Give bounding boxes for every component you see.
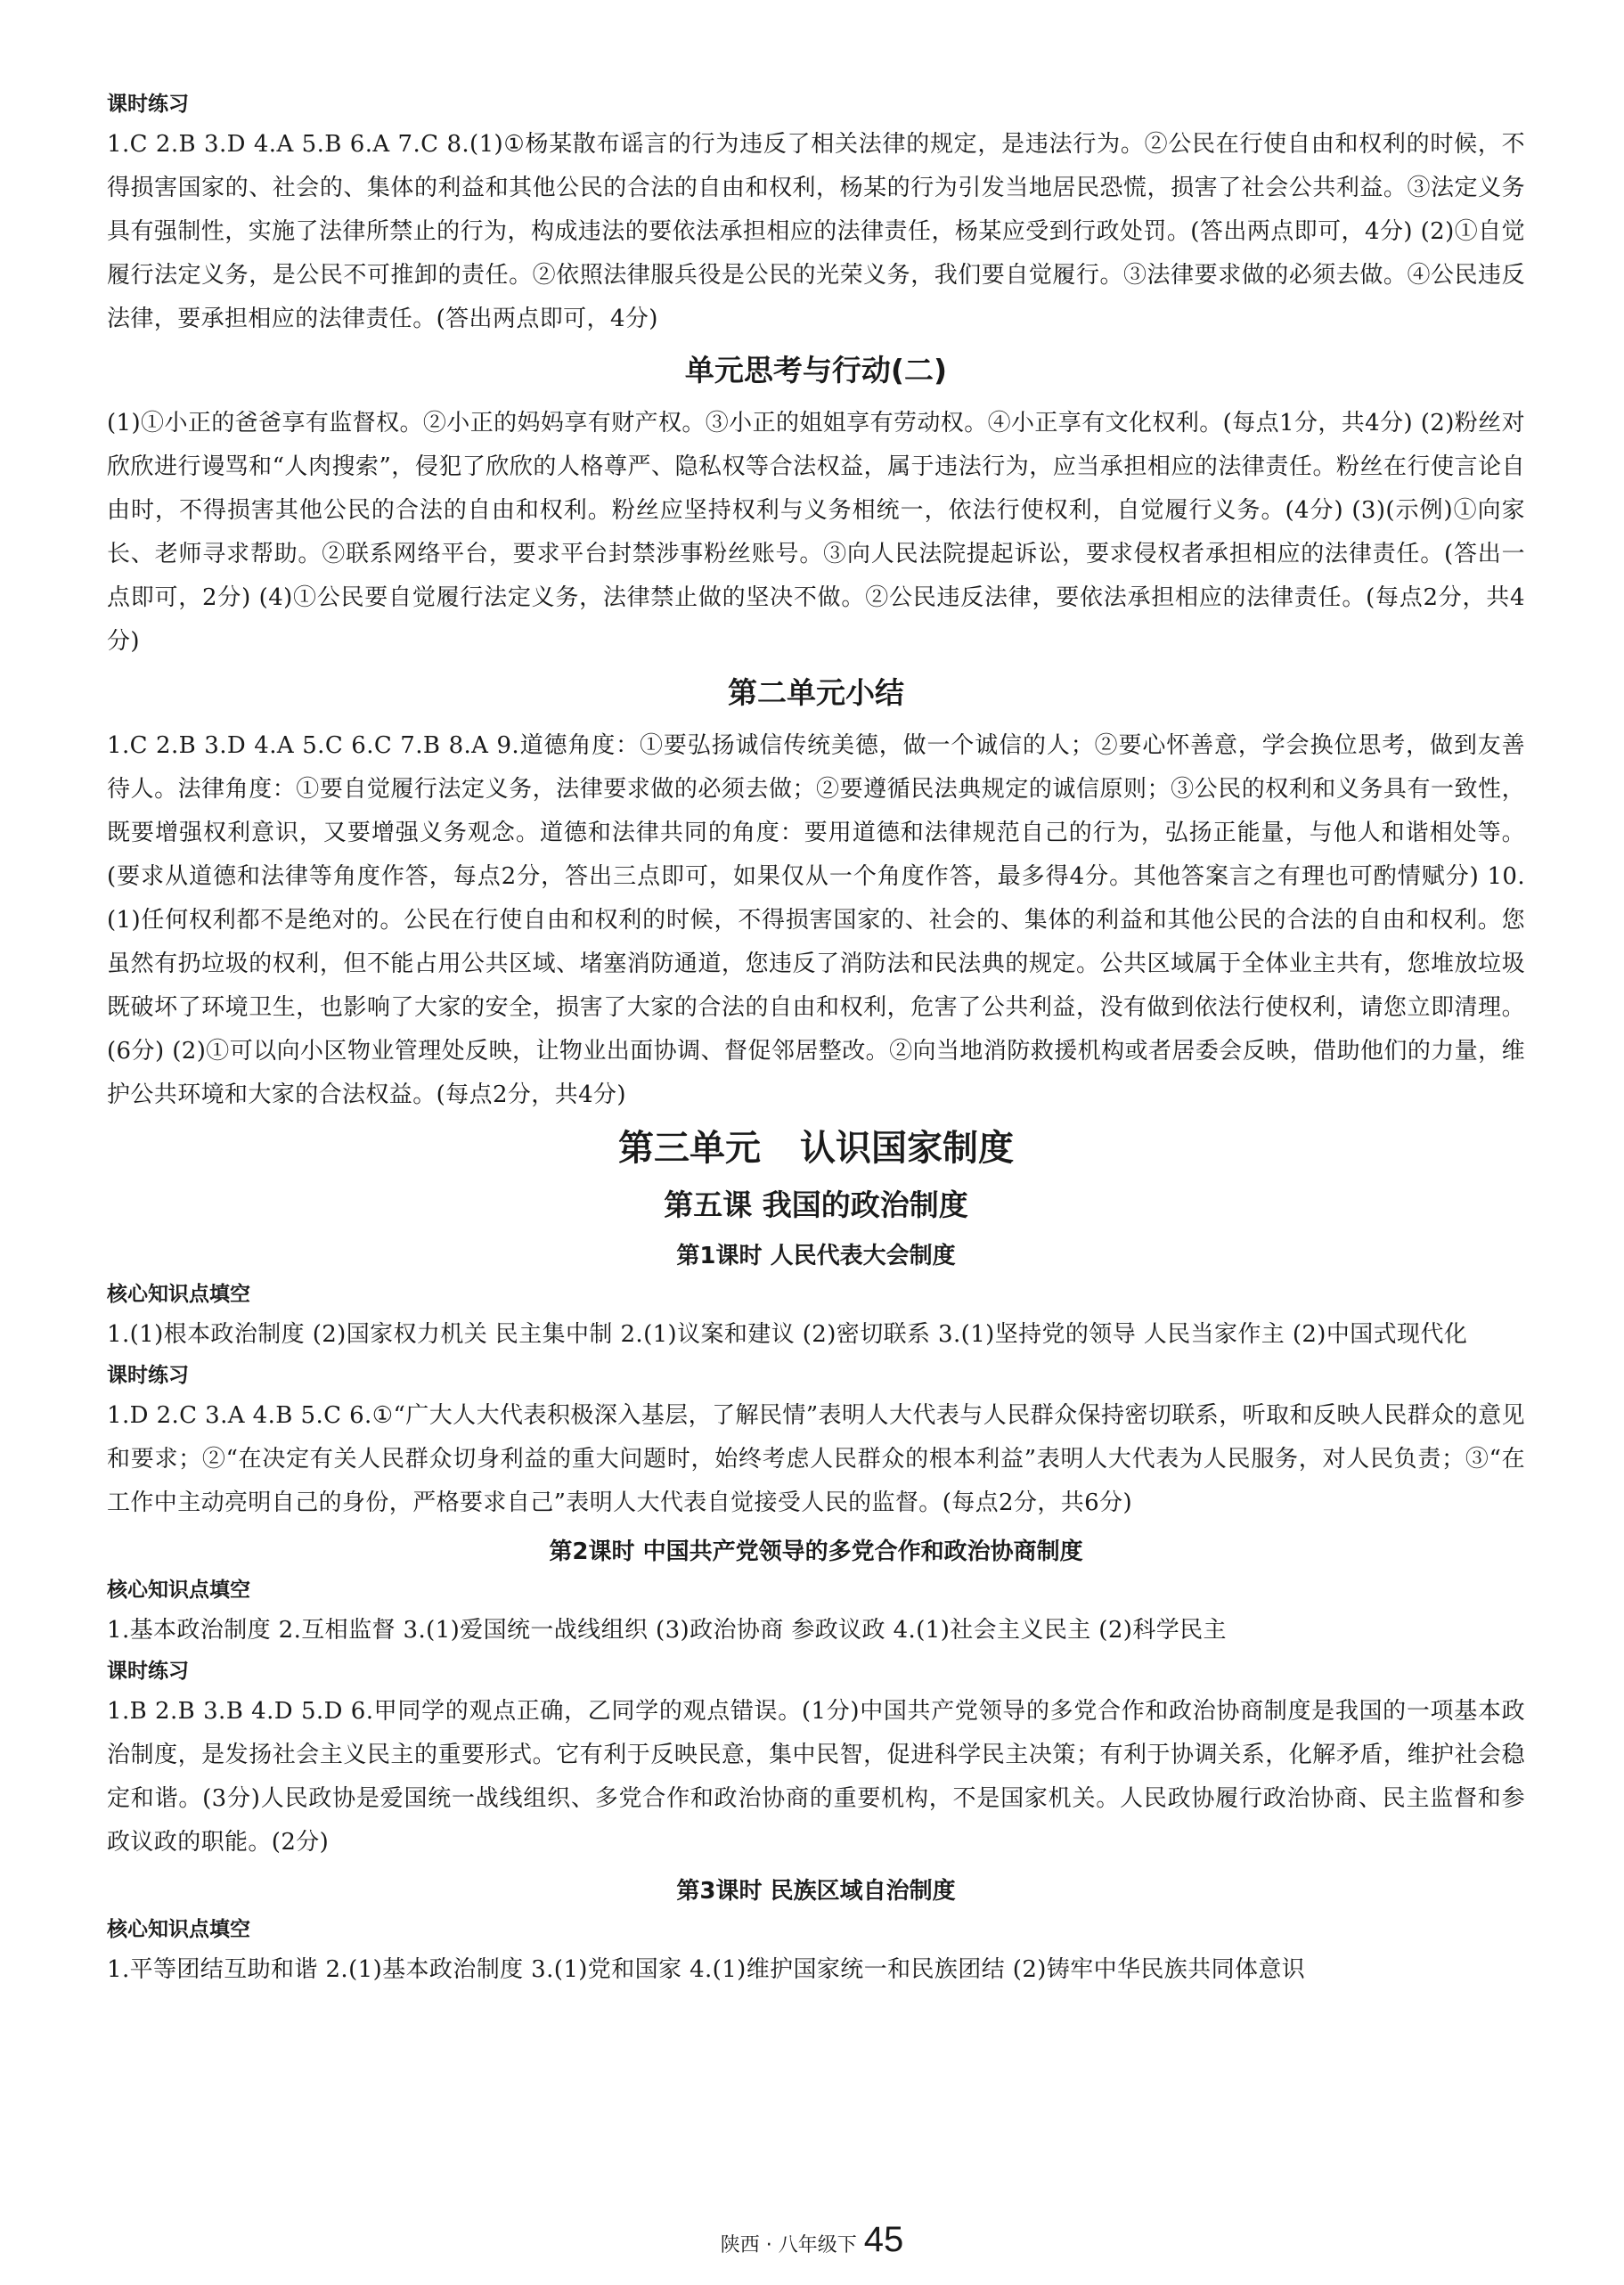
lesson-title: 第2课时 中国共产党领导的多党合作和政治协商制度 xyxy=(549,1538,1083,1565)
answer-paragraph: 1.B 2.B 3.B 4.D 5.D 6.甲同学的观点正确，乙同学的观点错误。(1分)中国共产党领导的多党合作和政治协商制度是我国的一项基本政治制度，是发扬社会主义民主的重要形式。它有利于反映民意，集中民智，促进科学民主决策；有利于协调关系，化解矛盾，维护社会稳定和谐。(3分)人民政协是爱国统一战线组织、多党合作和政治协商的重要机构，不是国家机关。人民政协履行政治协商、民主监督和参政议政的职能。(2分) xyxy=(107,1698,1525,1856)
page-number: 45 xyxy=(863,2220,904,2259)
subsection-label: 课时练习 xyxy=(107,1660,189,1683)
answer-paragraph: 1.D 2.C 3.A 4.B 5.C 6.①“广大人大代表积极深入基层，了解民情”表明人大代表与人民群众保持密切联系，听取和反映人民群众的意见和要求；②“在决定有关人民群众切身利益的重大问题时，始终考虑人民群众的根本利益”表明人大代表为人民服务，对人民负责；③“在工作中主动亮明自己的身份，严格要求自己”表明人大代表自觉接受人民的监督。(每点2分，共6分) xyxy=(107,1402,1525,1516)
subsection-label: 核心知识点填空 xyxy=(107,1918,250,1941)
answer-paragraph: 1.C 2.B 3.D 4.A 5.C 6.C 7.B 8.A 9.道德角度：①要弘扬诚信传统美德，做一个诚信的人；②要心怀善意，学会换位思考，做到友善待人。法律角度：①要自觉履行法定义务，法律要求做的必须去做；②要遵循民法典规定的诚信原则；③公民的权利和义务具有一致性，既要增强权利意识，又要增强义务观念。道德和法律共同的角度：要用道德和法律规范自己的行为，弘扬正能量，与他人和谐相处等。(要求从道德和法律等角度作答，每点2分，答出三点即可，如果仅从一个角度作答，最多得4分。其他答案言之有理也可酌情赋分) 10.(1)任何权利都不是绝对的。公民在行使自由和权利的时候，不得损害国家的、社会的、集体的利益和其他公民的合法的自由和权利。您虽然有扔垃圾的权利，但不能占用公共区域、堵塞消防通道，您违反了消防法和民法典的规定。公共区域属于全体业主共有，您堆放垃圾既破坏了环境卫生，也影响了大家的安全，损害了大家的合法的自由和权利，危害了公共利益，没有做到依法行使权利，请您立即清理。(6分) (2)①可以向小区物业管理处反映，让物业出面协调、督促邻居整改。②向当地消防救援机构或者居委会反映，借助他们的力量，维护公共环境和大家的合法权益。(每点2分，共4分) xyxy=(107,732,1525,1108)
page-footer xyxy=(0,2220,1624,2260)
subsection-label: 核心知识点填空 xyxy=(107,1579,250,1602)
subsection-label: 核心知识点填空 xyxy=(107,1283,250,1306)
subsection-label: 课时练习 xyxy=(107,1364,189,1387)
answer-paragraph: 1.平等团结互助和谐 2.(1)基本政治制度 3.(1)党和国家 4.(1)维护国家统一和民族团结 (2)铸牢中华民族共同体意识 xyxy=(107,1956,1306,1983)
footer-region-grade: 陕西 · 八年级下 xyxy=(720,2234,857,2256)
lesson-title: 第1课时 人民代表大会制度 xyxy=(676,1243,956,1269)
answer-paragraph: (1)①小正的爸爸享有监督权。②小正的妈妈享有财产权。③小正的姐姐享有劳动权。④小正享有文化权利。(每点1分，共4分) (2)粉丝对欣欣进行谩骂和“人肉搜索”，侵犯了欣欣的人格尊严、隐私权等合法权益，属于违法行为，应当承担相应的法律责任。粉丝在行使言论自由时，不得损害其他公民的合法的自由和权利。粉丝应坚持权利与义务相统一，依法行使权利，自觉履行义务。(4分) (3)(示例)①向家长、老师寻求帮助。②联系网络平台，要求平台封禁涉事粉丝账号。③向人民法院提起诉讼，要求侵权者承担相应的法律责任。(答出一点即可，2分) (4)①公民要自觉履行法定义务，法律禁止做的坚决不做。②公民违反法律，要依法承担相应的法律责任。(每点2分，共4分) xyxy=(107,410,1525,655)
section-title: 第五课 我国的政治制度 xyxy=(664,1187,968,1222)
answer-paragraph: 1.C 2.B 3.D 4.A 5.B 6.A 7.C 8.(1)①杨某散布谣言的行为违反了相关法律的规定，是违法行为。②公民在行使自由和权利的时候，不得损害国家的、社会的、集体的利益和其他公民的合法的自由和权利，杨某的行为引发当地居民恐慌，损害了社会公共利益。③法定义务具有强制性，实施了法律所禁止的行为，构成违法的要依法承担相应的法律责任，杨某应受到行政处罚。(答出两点即可，4分) (2)①自觉履行法定义务，是公民不可推卸的责任。②依照法律服兵役是公民的光荣义务，我们要自觉履行。③法律要求做的必须去做。④公民违反法律，要承担相应的法律责任。(答出两点即可，4分) xyxy=(107,131,1525,332)
unit-title: 第三单元 认识国家制度 xyxy=(618,1128,1014,1169)
subsection-label: 课时练习 xyxy=(107,93,189,116)
lesson-title: 第3课时 民族区域自治制度 xyxy=(676,1878,956,1905)
section-title: 第二单元小结 xyxy=(728,675,904,710)
section-title: 单元思考与行动(二) xyxy=(684,353,948,388)
answer-paragraph: 1.基本政治制度 2.互相监督 3.(1)爱国统一战线组织 (3)政治协商 参政议政 4.(1)社会主义民主 (2)科学民主 xyxy=(107,1617,1227,1644)
answer-paragraph: 1.(1)根本政治制度 (2)国家权力机关 民主集中制 2.(1)议案和建议 (2)密切联系 3.(1)坚持党的领导 人民当家作主 (2)中国式现代化 xyxy=(107,1321,1468,1348)
page-content xyxy=(107,86,1525,1992)
